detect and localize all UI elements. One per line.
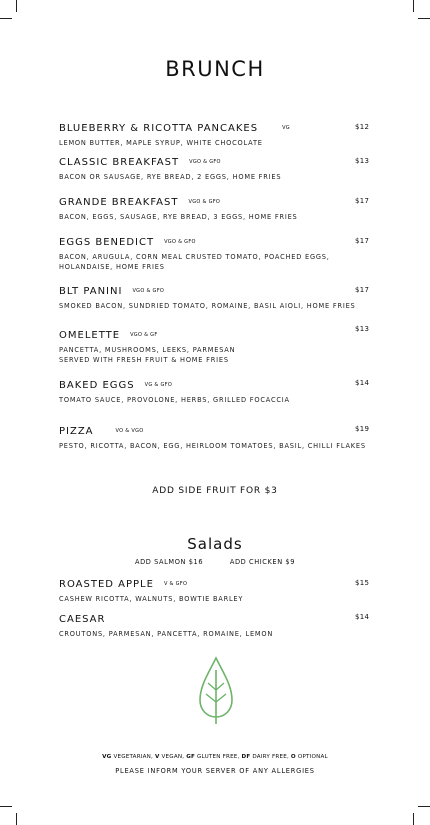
item-description: PANCETTA, MUSHROOMS, LEEKS, PARMESAN SERVED WITH FRESH FRUIT & HOME FRIES	[59, 346, 236, 364]
salad-item	[59, 579, 371, 604]
item-name: CLASSIC BREAKFAST	[59, 157, 180, 168]
item-name: ROASTED APPLE	[59, 579, 154, 590]
menu-item	[59, 123, 371, 148]
menu-item	[59, 197, 371, 222]
crop-mark	[418, 806, 430, 807]
item-name: BLUEBERRY & RICOTTA PANCAKES	[59, 123, 259, 134]
allergy-note: PLEASE INFORM YOUR SERVER OF ANY ALLERGIES	[115, 767, 315, 775]
legend-code: O	[290, 754, 296, 760]
item-description: BACON, ARUGULA, CORN MEAL CRUSTED TOMATO, POACHED EGGS, HOLANDAISE, HOME FRIES	[59, 253, 330, 271]
item-description: TOMATO SAUCE, PROVOLONE, HERBS, GRILLED FOCACCIA	[59, 396, 290, 404]
item-price: $15	[355, 579, 370, 587]
item-price: $17	[355, 197, 370, 205]
legend-code: VG	[102, 754, 112, 760]
add-salmon-option: ADD SALMON $16	[134, 558, 204, 566]
item-name: GRANDE BREAKFAST	[59, 197, 179, 208]
item-diet-tag: VGO & GFO	[189, 159, 221, 165]
legend-text: VEGAN,	[159, 754, 187, 760]
item-description: LEMON BUTTER, MAPLE SYRUP, WHITE CHOCOLATE	[59, 139, 263, 147]
item-diet-tag: VGO & GFO	[164, 239, 196, 245]
item-description: PESTO, RICOTTA, BACON, EGG, HEIRLOOM TOMATOES, BASIL, CHILLI FLAKES	[59, 442, 366, 450]
legend-code: GF	[186, 754, 196, 760]
crop-mark	[0, 806, 12, 807]
item-diet-tag: VGO & GFO	[188, 199, 221, 205]
item-diet-tag: VG	[282, 125, 290, 131]
item-price: $17	[355, 237, 370, 245]
crop-mark	[16, 0, 17, 12]
crop-mark	[418, 18, 430, 19]
diet-legend	[0, 754, 430, 760]
salads-title: Salads	[187, 535, 243, 553]
legend-text: DAIRY FREE,	[250, 754, 291, 760]
legend-text: GLUTEN FREE,	[195, 754, 242, 760]
item-price: $13	[355, 325, 370, 333]
legend-code: V	[155, 754, 160, 760]
item-name: OMELETTE	[59, 330, 121, 341]
menu-item	[59, 330, 371, 365]
side-fruit-note: ADD SIDE FRUIT FOR $3	[152, 486, 278, 496]
item-description: SMOKED BACON, SUNDRIED TOMATO, ROMAINE, BASIL AIOLI, HOME FRIES	[59, 302, 356, 310]
item-price: $14	[355, 379, 370, 387]
menu-item	[59, 380, 371, 405]
add-chicken-option: ADD CHICKEN $9	[229, 558, 296, 566]
menu-item	[59, 237, 371, 272]
menu-item	[59, 286, 371, 311]
item-price: $12	[355, 123, 370, 131]
legend-text: VEGETARIAN,	[111, 754, 156, 760]
item-description: BACON, EGGS, SAUSAGE, RYE BREAD, 3 EGGS, HOME FRIES	[59, 213, 298, 221]
legend-code: DF	[241, 754, 251, 760]
legend-text: OPTIONAL	[295, 754, 328, 760]
item-diet-tag: VO & VGO	[115, 428, 144, 434]
item-name: BLT PANINI	[59, 286, 123, 297]
item-price: $14	[355, 613, 370, 621]
item-description: CROUTONS, PARMESAN, PANCETTA, ROMAINE, LEMON	[59, 630, 274, 638]
item-price: $19	[355, 425, 370, 433]
item-name: BAKED EGGS	[59, 380, 135, 391]
item-diet-tag: VGO & GFO	[132, 288, 165, 294]
item-price: $17	[355, 286, 370, 294]
item-name: EGGS BENEDICT	[59, 237, 155, 248]
item-diet-tag: VGO & GF	[130, 332, 158, 338]
salad-addons	[0, 558, 430, 566]
menu-item	[59, 426, 371, 451]
leaf-icon	[198, 656, 234, 726]
crop-mark	[0, 18, 12, 19]
crop-mark	[16, 813, 17, 825]
item-diet-tag: VG & GFO	[144, 382, 173, 388]
crop-mark	[413, 813, 414, 825]
item-description: CASHEW RICOTTA, WALNUTS, BOWTIE BARLEY	[59, 595, 244, 603]
crop-mark	[413, 0, 414, 12]
item-description: BACON OR SAUSAGE, RYE BREAD, 2 EGGS, HOME FRIES	[59, 173, 282, 181]
menu-title: BRUNCH	[165, 57, 265, 81]
item-name: PIZZA	[59, 426, 94, 437]
salad-item	[59, 614, 371, 639]
item-diet-tag: V & GFO	[163, 581, 188, 587]
item-name: CAESAR	[59, 614, 106, 625]
item-price: $13	[355, 157, 370, 165]
menu-item	[59, 157, 371, 182]
